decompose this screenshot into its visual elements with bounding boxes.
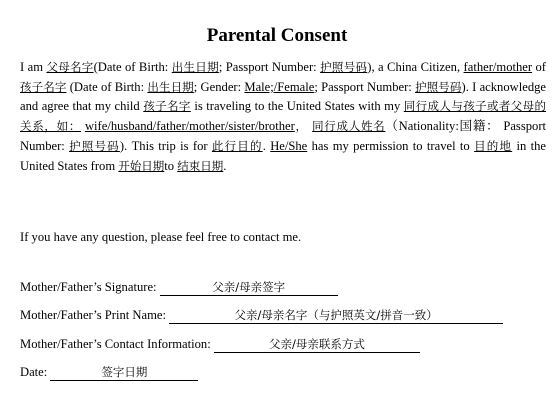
signature-label: Mother/Father’s Signature: xyxy=(20,280,157,294)
body-text: （Nationality:国籍： Passport Number: xyxy=(20,119,547,153)
body-text: (Date of Birth: xyxy=(93,60,172,74)
child-dob-field: 出生日期 xyxy=(147,79,194,94)
body-text: . xyxy=(223,158,227,173)
body-text: ). This trip is for xyxy=(119,138,212,153)
body-text: in the United States from xyxy=(20,138,547,173)
body-text: ; Passport Number: xyxy=(314,79,416,94)
child-name-field-2: 孩子名字 xyxy=(143,99,191,114)
body-text: ), a China Citizen, xyxy=(367,60,464,74)
body-text: ). I acknowledge and agree that my child xyxy=(20,79,547,114)
companion-relation-field: 同行成人与孩子或者父母的关系，如： xyxy=(20,99,546,134)
contact-note: If you have any question, please feel free to contact me. xyxy=(20,230,302,244)
parent-name-field: 父母名字 xyxy=(46,60,94,74)
print-name-line: 父亲/母亲名字（与护照英文/拼音一致） xyxy=(169,307,503,324)
parent-passport-field: 护照号码 xyxy=(320,60,368,74)
date-line: 签字日期 xyxy=(50,364,198,381)
child-name-field: 孩子名字 xyxy=(20,79,67,94)
start-date-field: 开始日期 xyxy=(118,158,165,173)
date-row xyxy=(20,363,198,381)
companion-passport-field: 护照号码 xyxy=(69,138,120,153)
end-date-field: 结束日期 xyxy=(177,158,224,173)
trip-purpose-field: 此行目的 xyxy=(211,138,263,153)
parent-dob-field: 出生日期 xyxy=(171,60,219,74)
contact-label: Mother/Father’s Contact Information: xyxy=(20,337,211,351)
body-text: to xyxy=(164,158,178,173)
contact-line: 父亲/母亲联系方式 xyxy=(214,336,420,353)
print-name-label: Mother/Father’s Print Name: xyxy=(20,308,166,322)
child-passport-field: 护照号码 xyxy=(415,79,462,94)
document-title: Parental Consent xyxy=(206,25,348,46)
body-text: ， xyxy=(294,119,313,134)
signature-line: 父亲/母亲签字 xyxy=(160,279,338,296)
gender-field: Male;/Female xyxy=(244,79,315,94)
body-text: ; Passport Number: xyxy=(218,60,321,74)
relation-options: wife/husband/father/mother/sister/brother xyxy=(84,119,295,134)
pronoun-word: He/She xyxy=(270,138,308,153)
body-text: has my permission to travel to xyxy=(307,138,475,153)
contact-row xyxy=(20,335,420,353)
relation-word: father/mother xyxy=(463,60,533,74)
consent-paragraph xyxy=(20,58,546,176)
body-text: (Date of Birth: xyxy=(66,79,148,94)
body-text: I am xyxy=(20,60,47,74)
date-label: Date: xyxy=(20,365,48,379)
body-text: . xyxy=(262,138,271,153)
print-name-row xyxy=(20,306,503,324)
signature-row xyxy=(20,278,338,296)
body-text: is traveling to the United States with my xyxy=(190,99,404,114)
body-text: ; Gender: xyxy=(193,79,245,94)
body-text: of xyxy=(532,60,547,74)
companion-name-field: 同行成人姓名 xyxy=(312,119,386,134)
destination-field: 目的地 xyxy=(474,138,513,153)
